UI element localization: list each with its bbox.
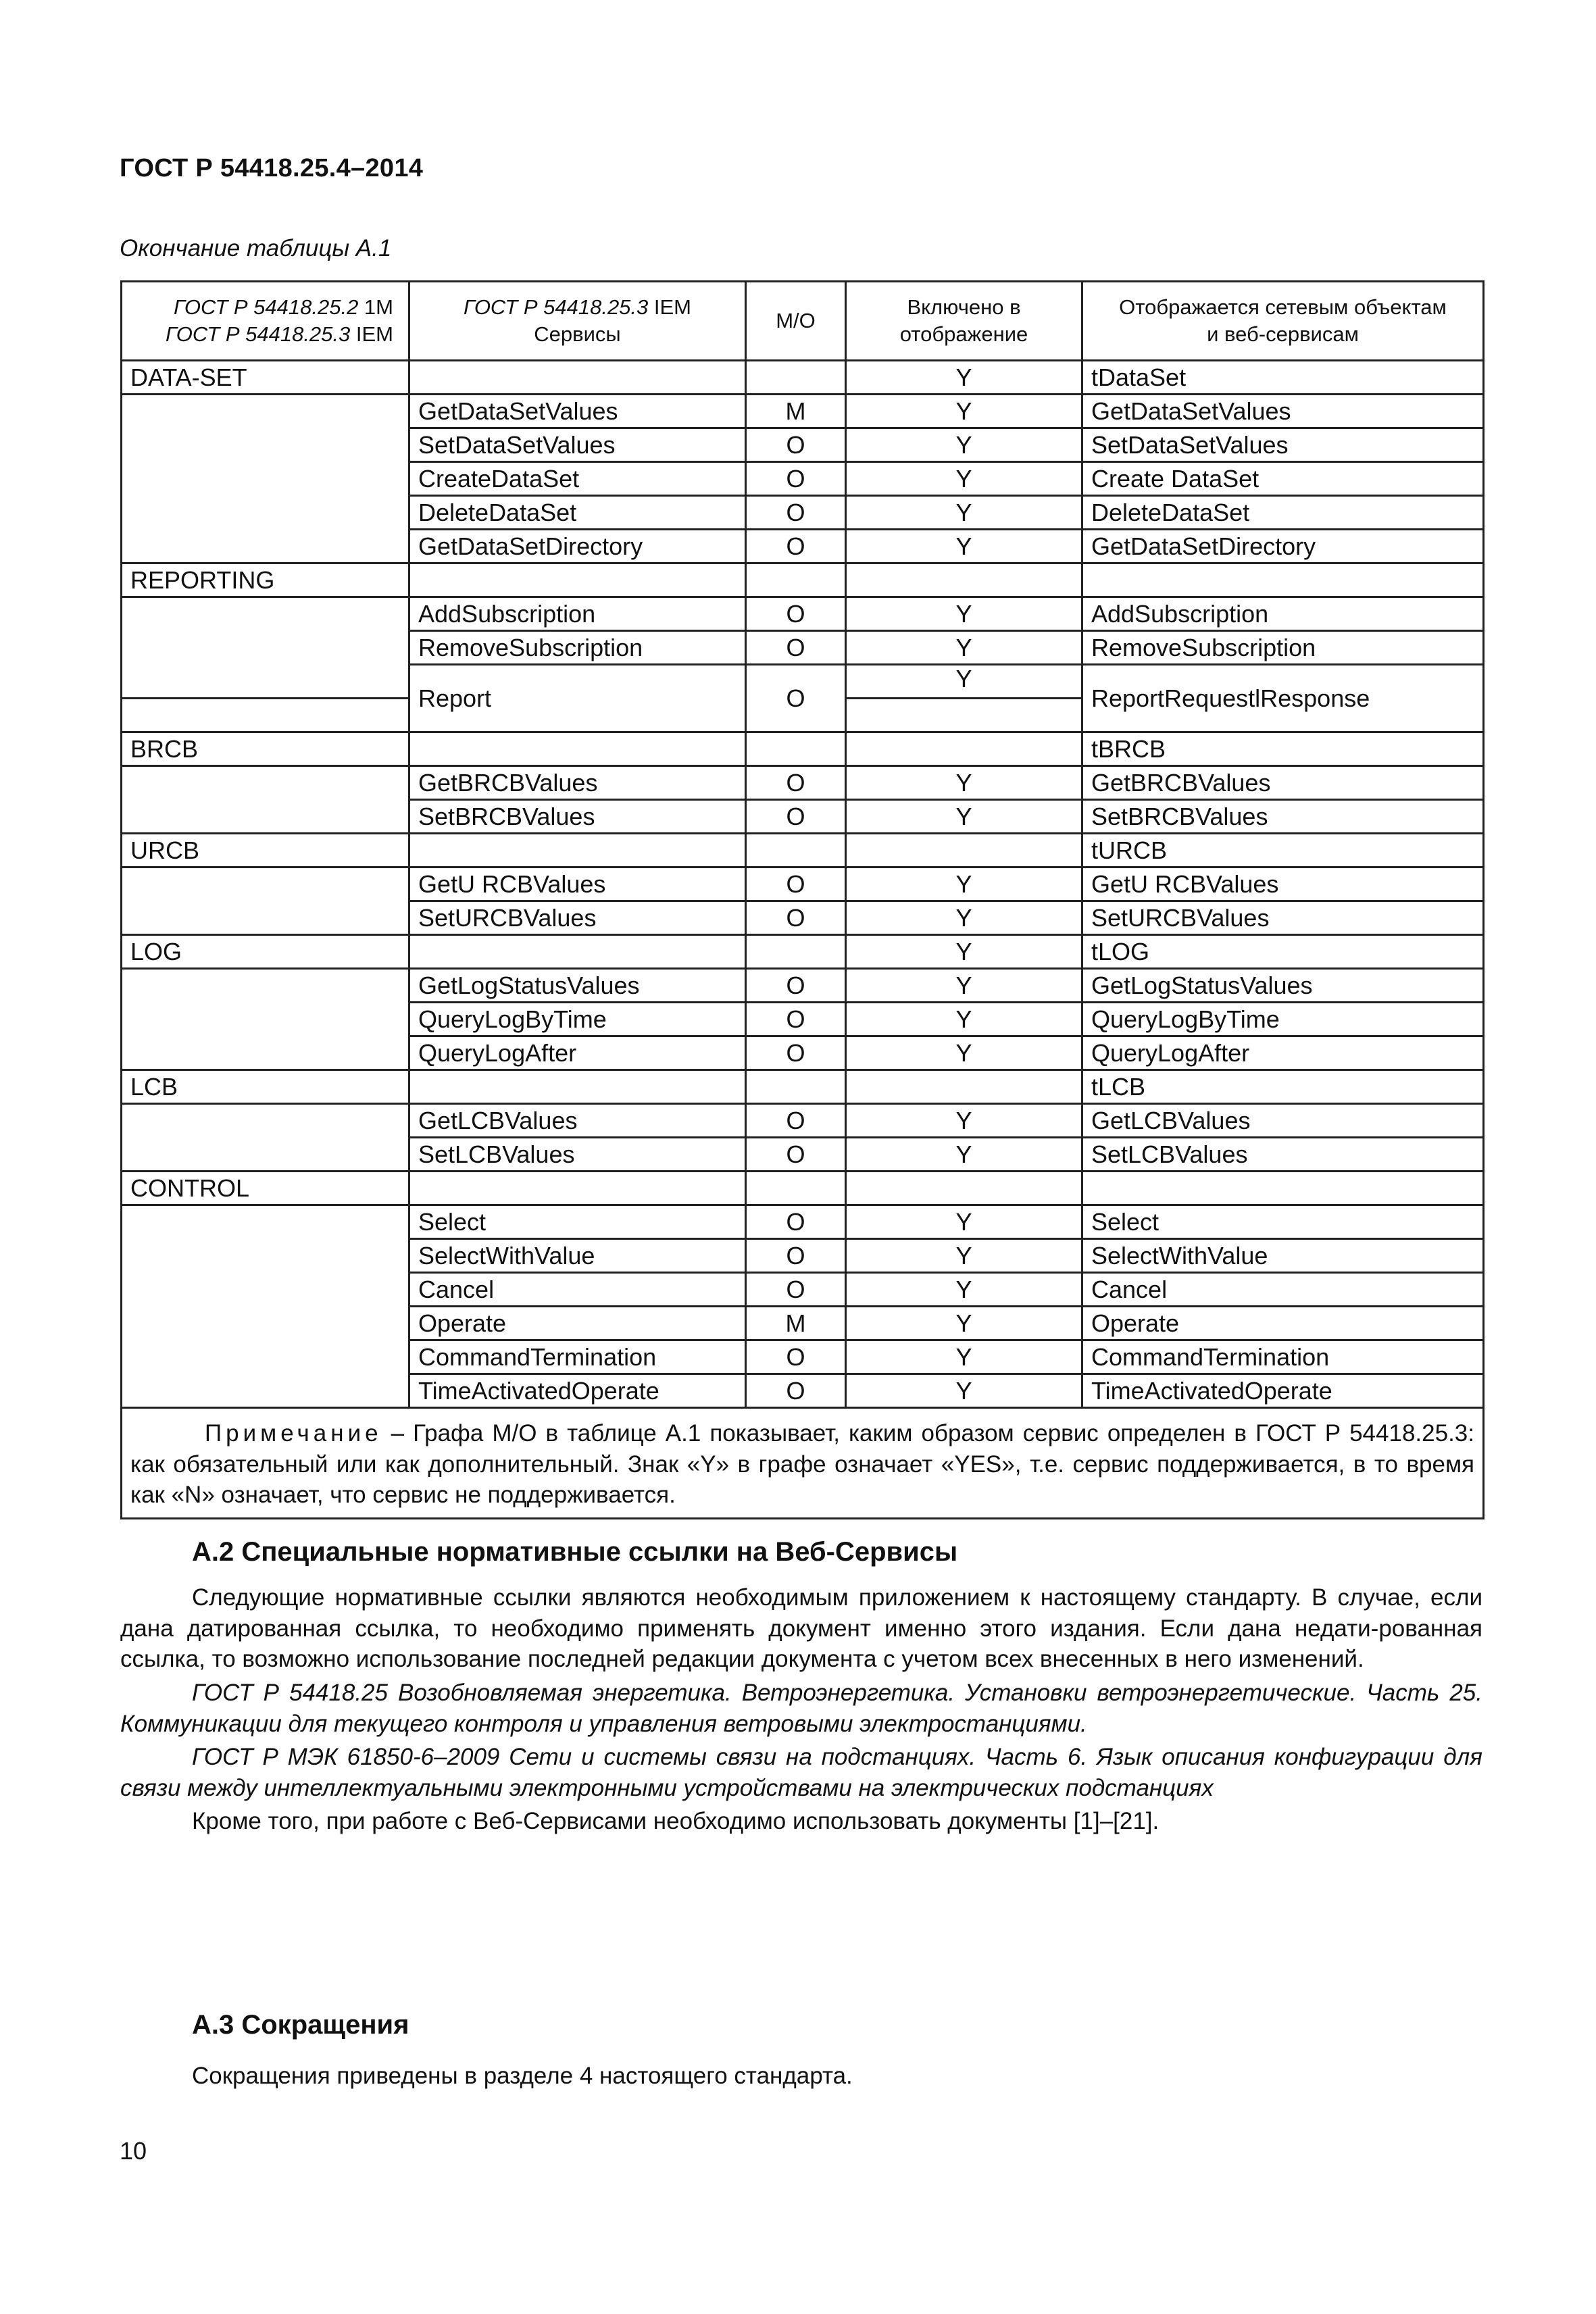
mapping-cell: GetDataSetDirectory (1082, 530, 1484, 563)
service-cell: SetBRCBValues (409, 800, 746, 834)
mapping-cell: Create DataSet (1082, 462, 1484, 496)
table-row (122, 1172, 1484, 1205)
header-col-mapping: Отображается сетевым объектам и веб-сервисам (1082, 282, 1484, 361)
header-col-included: Включено в отображение (846, 282, 1082, 361)
mo-cell (746, 834, 846, 867)
mapping-cell: SetBRCBValues (1082, 800, 1484, 834)
mapping-cell: tLCB (1082, 1070, 1484, 1104)
mo-cell: O (746, 1239, 846, 1273)
mapping-cell: ReportRequestlResponse (1082, 665, 1484, 732)
group-span-cell (122, 969, 409, 1070)
mapping-cell: TimeActivatedOperate (1082, 1374, 1484, 1408)
table-row (122, 834, 1484, 867)
service-cell (409, 935, 746, 969)
mapping-cell (1082, 563, 1484, 597)
mapping-cell: GetBRCBValues (1082, 766, 1484, 800)
mo-cell: O (746, 800, 846, 834)
service-cell (409, 563, 746, 597)
service-cell: Operate (409, 1307, 746, 1340)
mapping-cell: GetLCBValues (1082, 1104, 1484, 1138)
note-label: Примечание (205, 1420, 382, 1447)
table-row (122, 1104, 1484, 1138)
service-cell (409, 361, 746, 395)
section-a2-reference-1: ГОСТ Р 54418.25 Возобновляемая энергетика. Ветроэнергетика. Установки ветроэнергетические. Часть 25. Коммуникации для текущего контроля и управления ветровыми электростанциями. (120, 1680, 1482, 1737)
mo-cell: O (746, 631, 846, 665)
included-cell: Y (846, 1104, 1082, 1138)
mo-cell (746, 361, 846, 395)
mapping-cell: DeleteDataSet (1082, 496, 1484, 530)
mapping-cell: Operate (1082, 1307, 1484, 1340)
service-cell: GetLogStatusValues (409, 969, 746, 1003)
included-cell: Y (846, 1003, 1082, 1036)
services-table (120, 280, 1485, 1519)
mo-cell: O (746, 496, 846, 530)
service-cell: GetU RCBValues (409, 867, 746, 901)
group-cell: LOG (122, 935, 409, 969)
table-row (122, 732, 1484, 766)
service-cell: SetURCBValues (409, 901, 746, 935)
mapping-cell: SetLCBValues (1082, 1138, 1484, 1172)
mapping-cell: GetU RCBValues (1082, 867, 1484, 901)
mapping-cell (1082, 1172, 1484, 1205)
table-caption: Окончание таблицы А.1 (120, 235, 392, 261)
mo-cell (746, 935, 846, 969)
mapping-cell: SelectWithValue (1082, 1239, 1484, 1273)
service-cell: CreateDataSet (409, 462, 746, 496)
mapping-cell: tDataSet (1082, 361, 1484, 395)
mo-cell: O (746, 1138, 846, 1172)
service-cell (409, 834, 746, 867)
header-col-2: ГОСТ Р 54418.25.3 IEM Сервисы (409, 282, 746, 361)
group-cell: LCB (122, 1070, 409, 1104)
section-a3-paragraph: Сокращения приведены в разделе 4 настоящего стандарта. (192, 2063, 853, 2089)
mapping-cell: Cancel (1082, 1273, 1484, 1307)
included-cell: Y (846, 1273, 1082, 1307)
group-span-cell (122, 395, 409, 563)
mo-cell: M (746, 1307, 846, 1340)
service-cell: TimeActivatedOperate (409, 1374, 746, 1408)
included-cell: Y (846, 395, 1082, 428)
mapping-cell: QueryLogAfter (1082, 1036, 1484, 1070)
mo-cell: O (746, 766, 846, 800)
included-cell: Y (846, 462, 1082, 496)
mo-cell (746, 1070, 846, 1104)
service-cell: Report (409, 665, 746, 732)
group-cell: CONTROL (122, 1172, 409, 1205)
table-row (122, 361, 1484, 395)
service-cell: SelectWithValue (409, 1239, 746, 1273)
table-note-row (122, 1408, 1484, 1519)
included-cell (846, 834, 1082, 867)
mo-cell: O (746, 1374, 846, 1408)
mapping-cell: QueryLogByTime (1082, 1003, 1484, 1036)
included-cell: Y (846, 597, 1082, 631)
included-cell: Y (846, 1307, 1082, 1340)
service-cell: GetBRCBValues (409, 766, 746, 800)
mo-cell: O (746, 969, 846, 1003)
service-cell: GetDataSetDirectory (409, 530, 746, 563)
table-row (122, 1205, 1484, 1239)
mo-cell: O (746, 1104, 846, 1138)
included-cell: Y (846, 428, 1082, 462)
page-number: 10 (120, 2137, 147, 2165)
included-cell: Y (846, 1205, 1082, 1239)
included-cell-empty (122, 699, 409, 732)
mapping-cell: RemoveSubscription (1082, 631, 1484, 665)
table-row (122, 766, 1484, 800)
mo-cell (746, 1172, 846, 1205)
mapping-cell: AddSubscription (1082, 597, 1484, 631)
included-cell: Y (846, 935, 1082, 969)
table-row (122, 867, 1484, 901)
section-a2-reference-2: ГОСТ Р МЭК 61850-6–2009 Сети и системы связи на подстанциях. Часть 6. Язык описания конфигурации для связи между интеллектуальными электронными устройствами на электрических подстанциях (120, 1744, 1482, 1801)
mo-cell (746, 732, 846, 766)
service-cell (409, 732, 746, 766)
group-span-cell (122, 597, 409, 699)
included-cell (846, 563, 1082, 597)
included-cell: Y (846, 1036, 1082, 1070)
group-span-cell (122, 1104, 409, 1172)
group-cell: BRCB (122, 732, 409, 766)
service-cell: DeleteDataSet (409, 496, 746, 530)
table-header-row (122, 282, 1484, 361)
group-cell: REPORTING (122, 563, 409, 597)
header-col-mo: М/О (746, 282, 846, 361)
mo-cell: O (746, 1036, 846, 1070)
table-row (122, 563, 1484, 597)
mo-cell: O (746, 462, 846, 496)
mapping-cell: CommandTermination (1082, 1340, 1484, 1374)
table-row (122, 395, 1484, 428)
table-row (122, 935, 1484, 969)
mo-cell: O (746, 1273, 846, 1307)
mo-cell: O (746, 530, 846, 563)
mapping-cell: GetDataSetValues (1082, 395, 1484, 428)
group-cell: DATA-SET (122, 361, 409, 395)
included-cell: Y (846, 800, 1082, 834)
mo-cell: O (746, 597, 846, 631)
service-cell: RemoveSubscription (409, 631, 746, 665)
service-cell: SetLCBValues (409, 1138, 746, 1172)
mo-cell: O (746, 428, 846, 462)
included-cell: Y (846, 1138, 1082, 1172)
mo-cell: O (746, 665, 846, 732)
service-cell: QueryLogAfter (409, 1036, 746, 1070)
note-text: – Графа М/О в таблице А.1 показывает, каким образом сервис определен в ГОСТ Р 54418.25.3: как обязательный или как дополнительный. Знак «Y» в графе означает «YES», т.е. сервис поддерживается, в то время как «N» означает, что сервис не поддерживается. (130, 1420, 1474, 1508)
mo-cell: O (746, 1205, 846, 1239)
mapping-cell: GetLogStatusValues (1082, 969, 1484, 1003)
included-cell: Y (846, 496, 1082, 530)
included-cell (846, 732, 1082, 766)
section-a2-title: А.2 Специальные нормативные ссылки на Веб-Сервисы (192, 1537, 958, 1567)
group-span-cell (122, 1205, 409, 1408)
mapping-cell: tLOG (1082, 935, 1484, 969)
service-cell (409, 1172, 746, 1205)
mapping-cell: SetDataSetValues (1082, 428, 1484, 462)
document-code: ГОСТ Р 54418.25.4–2014 (120, 154, 424, 182)
mapping-cell: tURCB (1082, 834, 1484, 867)
service-cell: SetDataSetValues (409, 428, 746, 462)
mo-cell: O (746, 1003, 846, 1036)
service-cell: Cancel (409, 1273, 746, 1307)
mo-cell: O (746, 867, 846, 901)
group-span-cell (122, 867, 409, 935)
included-cell: Y (846, 1340, 1082, 1374)
section-a3-title: А.3 Сокращения (192, 2010, 409, 2040)
mapping-cell: SetURCBValues (1082, 901, 1484, 935)
table-row (122, 969, 1484, 1003)
service-cell: GetLCBValues (409, 1104, 746, 1138)
included-cell: Y (846, 665, 1082, 699)
included-cell: Y (846, 631, 1082, 665)
mo-cell (746, 563, 846, 597)
included-cell: Y (846, 867, 1082, 901)
included-cell: Y (846, 530, 1082, 563)
included-cell (846, 1172, 1082, 1205)
header-col-1: ГОСТ Р 54418.25.2 1M ГОСТ Р 54418.25.3 IEM (122, 282, 409, 361)
service-cell: GetDataSetValues (409, 395, 746, 428)
included-cell: Y (846, 766, 1082, 800)
section-a2-paragraph-2: Кроме того, при работе с Веб-Сервисами необходимо использовать документы [1]–[21]. (192, 1808, 1159, 1834)
mapping-cell: tBRCB (1082, 732, 1484, 766)
included-cell: Y (846, 1374, 1082, 1408)
service-cell: QueryLogByTime (409, 1003, 746, 1036)
included-cell: Y (846, 901, 1082, 935)
table-note (122, 1408, 1484, 1519)
service-cell (409, 1070, 746, 1104)
service-cell: Select (409, 1205, 746, 1239)
included-cell (846, 1070, 1082, 1104)
included-cell: Y (846, 361, 1082, 395)
service-cell: CommandTermination (409, 1340, 746, 1374)
section-a2-paragraph-1: Следующие нормативные ссылки являются необходимым приложением к настоящему стандарту. В случае, если дана датированная ссылка, то необходимо применять документ именно этого издания. Если дана недати-рованная ссылка, то возможно использование последней редакции документа с учетом всех внесенных в него изменений. (120, 1584, 1482, 1672)
service-cell: AddSubscription (409, 597, 746, 631)
mo-cell: O (746, 901, 846, 935)
table-row (122, 597, 1484, 631)
included-cell: Y (846, 969, 1082, 1003)
mapping-cell: Select (1082, 1205, 1484, 1239)
included-cell: Y (846, 1239, 1082, 1273)
table-row (122, 1070, 1484, 1104)
mo-cell: M (746, 395, 846, 428)
mo-cell: O (746, 1340, 846, 1374)
group-span-cell (122, 766, 409, 834)
group-cell: URCB (122, 834, 409, 867)
